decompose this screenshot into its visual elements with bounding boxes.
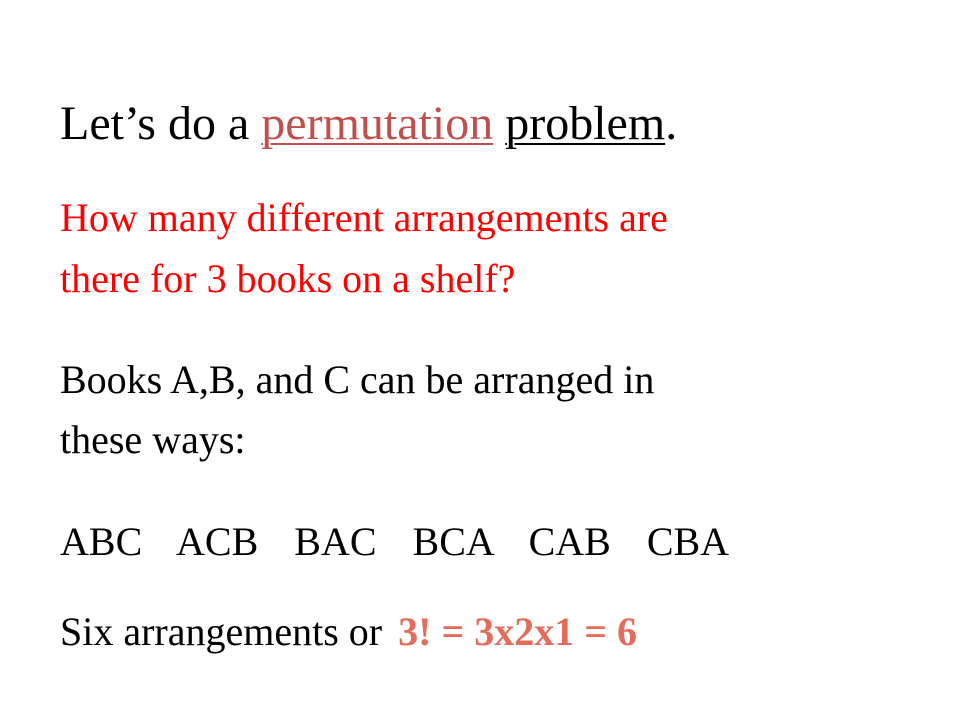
arrangements-text: ABC ACB BAC BCA CAB CBA — [60, 519, 730, 564]
books-line-2: these ways: — [60, 417, 246, 462]
title-prefix: Let’s do a — [60, 97, 262, 150]
conclusion-line — [60, 609, 638, 654]
permutation-link[interactable]: permutation — [261, 97, 494, 150]
slide-title — [60, 97, 678, 150]
question-line-2: there for 3 books on a shelf? — [60, 256, 516, 301]
question-line-1: How many different arrangements are — [60, 195, 668, 240]
title-space — [493, 97, 505, 150]
conclusion-text: Six arrangements or — [60, 609, 383, 654]
factorial-formula: 3! = 3x2x1 = 6 — [398, 609, 638, 654]
title-suffix: . — [665, 97, 678, 150]
arrangements-list — [60, 519, 730, 564]
title-problem-word: problem — [505, 97, 666, 150]
books-line-1: Books A,B, and C can be arranged in — [60, 357, 655, 402]
